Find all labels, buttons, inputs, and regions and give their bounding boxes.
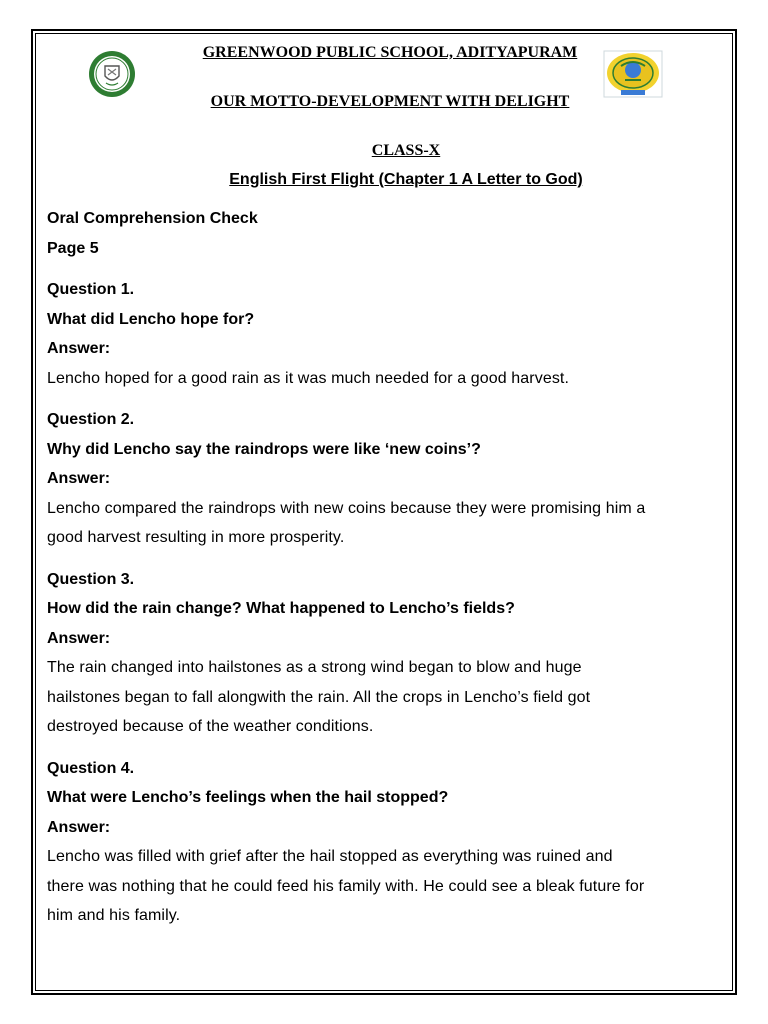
answer-line: good harvest resulting in more prosperity. [47, 529, 345, 546]
answer-line: there was nothing that he could feed his family with. He could see a bleak future for [47, 877, 645, 895]
school-motto: OUR MOTTO-DEVELOPMENT WITH DELIGHT [210, 93, 570, 110]
section-title: Oral Comprehension Check [47, 210, 258, 227]
question-block [47, 565, 727, 742]
question-block [47, 754, 727, 931]
chapter-title: English First Flight (Chapter 1 A Letter to God) [229, 171, 583, 188]
document-content [47, 204, 727, 931]
question-text: What did Lencho hope for? [47, 310, 255, 328]
question-label: Question 2. [47, 411, 135, 428]
question-label: Question 3. [47, 570, 135, 588]
school-name: GREENWOOD PUBLIC SCHOOL, ADITYAPURAM [202, 44, 578, 61]
class-label: CLASS-X [371, 142, 441, 159]
question-label: Question 1. [47, 281, 135, 298]
answer-label: Answer: [47, 470, 111, 487]
question-block [47, 275, 727, 393]
question-block [47, 405, 727, 553]
answer-label: Answer: [47, 629, 111, 647]
question-text: Why did Lencho say the raindrops were like ‘new coins’? [47, 440, 481, 458]
answer-line: him and his family. [47, 907, 181, 924]
answer-line: hailstones began to fall alongwith the rain. All the crops in Lencho’s field got [47, 688, 591, 706]
answer-line: Lencho was filled with grief after the hail stopped as everything was ruined and [47, 848, 613, 865]
question-label: Question 4. [47, 759, 135, 777]
answer-label: Answer: [47, 340, 111, 357]
answer-line: Lencho hoped for a good rain as it was much needed for a good harvest. [47, 369, 570, 387]
page-number: Page 5 [47, 239, 99, 257]
question-text: How did the rain change? What happened to Lencho’s fields? [47, 600, 515, 617]
answer-line: The rain changed into hailstones as a strong wind began to blow and huge [47, 659, 582, 676]
answer-label: Answer: [47, 818, 111, 836]
answer-line: destroyed because of the weather conditions. [47, 718, 374, 735]
answer-line: Lencho compared the raindrops with new coins because they were promising him a [47, 499, 646, 517]
question-text: What were Lencho’s feelings when the hail stopped? [47, 789, 449, 806]
